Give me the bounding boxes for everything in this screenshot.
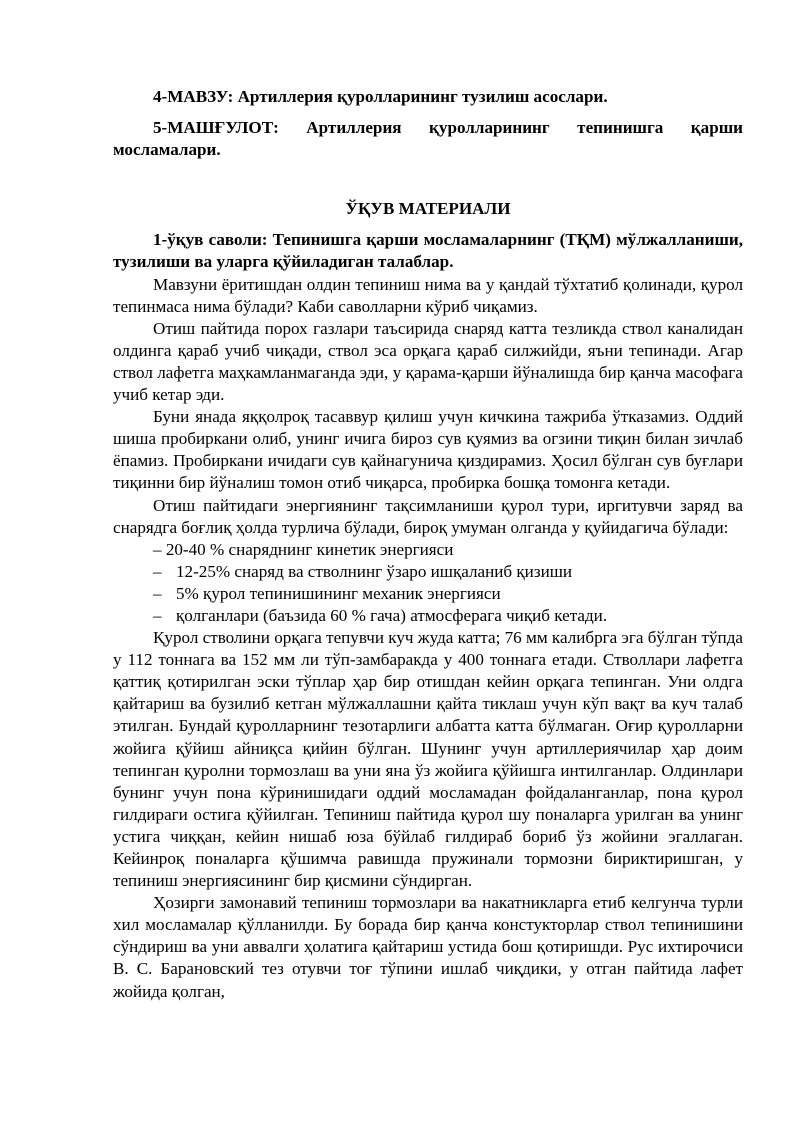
paragraph: Ҳозирги замонавий тепиниш тормозлари ва накатникларга етиб келгунча турли хил мосламалар қўлланилди. Бу борада бир қанча констукторлар ствол тепинишини сўндириш ва уни аввалги ҳолатига қайтариш устида бош қотиришди. Рус ихтирочиси В. С. Барановский тез отувчи тоғ тўпини ишлаб чиқдики, у отган пайтида лафет жойида қолган, <box>113 893 743 1001</box>
question-heading: 1-ўқув саволи: Тепинишга қарши мосламаларнинг (ТҚМ) мўлжалланиши, тузилиши ва уларга қўйиладиган талаблар. <box>113 230 743 272</box>
list-item-text: 5% қурол тепинишининг механик энергияси <box>176 583 501 603</box>
topic-heading: 4-МАВЗУ: Артиллерия қуролларининг тузилиш асослари. <box>153 87 608 106</box>
paragraph: Мавзуни ёритишдан олдин тепиниш нима ва у қандай тўхтатиб қолинади, қурол тепинмаса нима бўлади? Каби саволларни кўриб чиқамиз. <box>113 274 743 316</box>
list-item <box>113 583 743 605</box>
paragraph: Отиш пайтидаги энергиянинг тақсимланиши қурол тури, иргитувчи заряд ва снарядга боғлиқ ҳолда турлича бўлади, бироқ умуман олганда у қуйидагича бўлади: <box>113 495 743 537</box>
list-dash: – <box>153 583 162 603</box>
list-item: – 20-40 % снаряднинг кинетик энергияси <box>153 539 454 559</box>
list-dash: – <box>153 605 162 625</box>
list-item-text: 12-25% снаряд ва стволнинг ўзаро ишқаланиб қизиши <box>176 561 573 581</box>
section-title: ЎҚУВ МАТЕРИАЛИ <box>345 199 511 219</box>
list-item <box>113 561 743 583</box>
list-dash: – <box>153 561 162 581</box>
list-item <box>113 605 743 627</box>
paragraph: Буни янада яққолроқ тасаввур қилиш учун кичкина тажриба ўтказамиз. Оддий шиша пробиркани олиб, унинг ичига бироз сув қуямиз ва огзини тиқин билан зичлаб ёпамиз. Пробиркани ичидаги сув қайнагунича қиздирамиз. Ҳосил бўлган сув буғлари тиқинни бир йўналиш томон отиб чиқарса, пробирка бошқа томонга кетади. <box>113 407 743 493</box>
lesson-heading: 5-МАШҒУЛОТ: Артиллерия қуролларининг тепинишга қарши мосламалари. <box>113 118 743 160</box>
list-item-text: қолганлари (баъзида 60 % гача) атмосферага чиқиб кетади. <box>176 605 608 625</box>
paragraph: Отиш пайтида порох газлари таъсирида снаряд катта тезликда ствол каналидан олдинга қараб учиб чиқади, ствол эса орқага қараб силжийди, яъни тепинади. Агар ствол лафетга маҳкамланмаганда эди, у қарама-қарши йўналишда бир қанча масофага учиб кетар эди. <box>113 318 743 405</box>
paragraph: Қурол стволини орқага тепувчи куч жуда катта; 76 мм калибрга эга бўлган тўпда у 112 тоннага ва 152 мм ли тўп-замбаракда у 400 тоннага етади. Стволлари лафетга қаттиқ қотирилган эски тўплар ҳар бир отишдан кейин орқага тепинган. Уни олдга қайтариш ва бузилиб кетган мўлжаллашни қайта тиклаш учун кўп вақт ва куч талаб этилган. Бундай қуролларнинг тезотарлиги албатта катта бўлмаган. Оғир қуролларни жойига қўйиш айниқса қийин бўлган. Шунинг учун артиллериячилар ҳар доим тепинган қуролни тормозлаш ва уни яна ўз жойига қўйишга интилганлар. Олдинлари бунинг учун пона кўринишидаги оддий мосламадан фойдаланганлар, пона қурол гилдираги остига қўйилган. Тепиниш пайтида қурол шу поналарга урилган ва унинг устига чиққан, кейин нишаб юза бўйлаб гилдираб бориб ўз жойини эгаллаган. Кейинроқ поналарга қўшимча равишда пружинали тормозни бириктиришган, у тепиниш энергиясининг бир қисмини сўндирган. <box>113 628 743 891</box>
